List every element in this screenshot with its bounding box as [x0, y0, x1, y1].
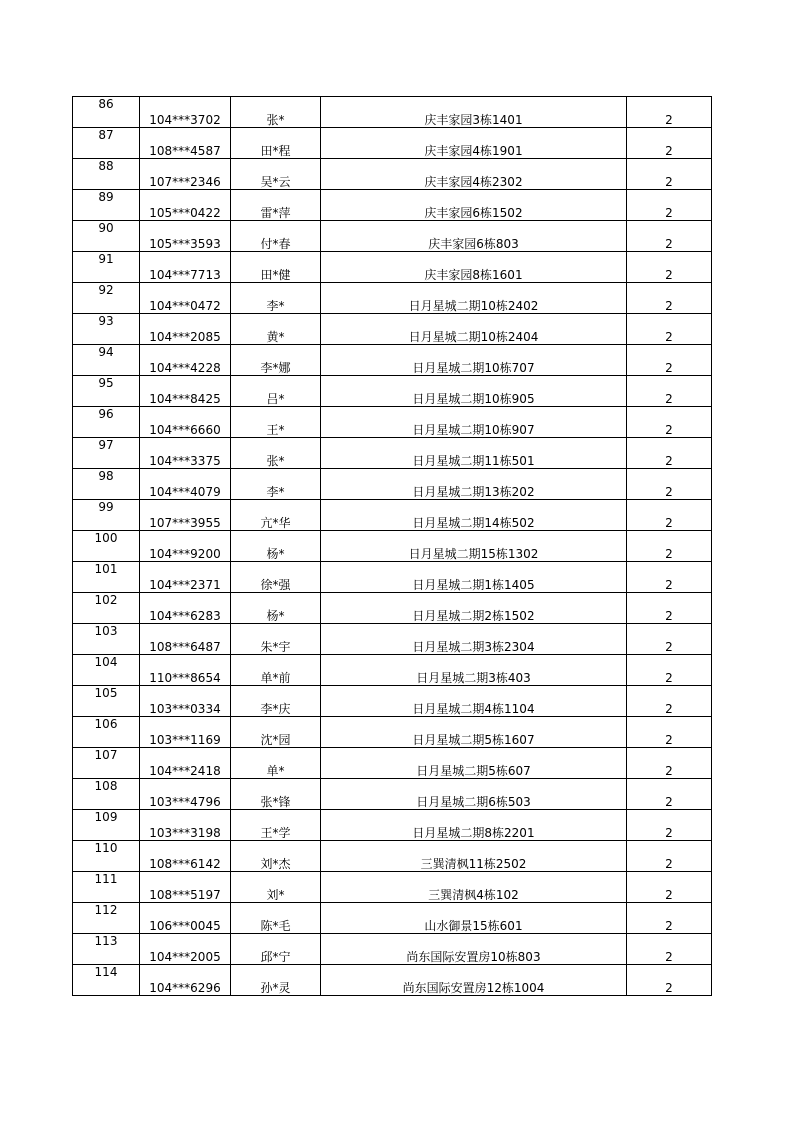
- row-number-cell: 113: [73, 934, 140, 965]
- id-number-cell: 104***6296: [140, 965, 231, 996]
- person-name-cell: 沈*园: [231, 717, 321, 748]
- count-cell: 2: [627, 376, 712, 407]
- address-cell: 日月星城二期5栋1607: [321, 717, 627, 748]
- row-number-cell: 89: [73, 190, 140, 221]
- address-cell: 尚东国际安置房10栋803: [321, 934, 627, 965]
- person-name-cell: 徐*强: [231, 562, 321, 593]
- address-cell: 日月星城二期10栋2402: [321, 283, 627, 314]
- row-number-cell: 114: [73, 965, 140, 996]
- count-cell: 2: [627, 655, 712, 686]
- count-cell: 2: [627, 934, 712, 965]
- table-row: [73, 686, 712, 717]
- table-row: [73, 779, 712, 810]
- address-cell: 庆丰家园6栋803: [321, 221, 627, 252]
- table-row: [73, 500, 712, 531]
- row-number-cell: 109: [73, 810, 140, 841]
- table-row: [73, 314, 712, 345]
- table-row: [73, 469, 712, 500]
- id-number-cell: 107***3955: [140, 500, 231, 531]
- address-cell: 日月星城二期11栋501: [321, 438, 627, 469]
- address-cell: 日月星城二期5栋607: [321, 748, 627, 779]
- row-number-cell: 112: [73, 903, 140, 934]
- count-cell: 2: [627, 531, 712, 562]
- id-number-cell: 108***4587: [140, 128, 231, 159]
- person-name-cell: 王*: [231, 407, 321, 438]
- person-name-cell: 李*: [231, 469, 321, 500]
- count-cell: 2: [627, 345, 712, 376]
- row-number-cell: 99: [73, 500, 140, 531]
- person-name-cell: 陈*毛: [231, 903, 321, 934]
- id-number-cell: 104***3375: [140, 438, 231, 469]
- person-name-cell: 孙*灵: [231, 965, 321, 996]
- count-cell: 2: [627, 903, 712, 934]
- row-number-cell: 103: [73, 624, 140, 655]
- table-row: [73, 438, 712, 469]
- roster-table: [72, 96, 712, 996]
- address-cell: 日月星城二期1栋1405: [321, 562, 627, 593]
- table-row: [73, 345, 712, 376]
- row-number-cell: 104: [73, 655, 140, 686]
- address-cell: 日月星城二期14栋502: [321, 500, 627, 531]
- person-name-cell: 杨*: [231, 531, 321, 562]
- person-name-cell: 雷*萍: [231, 190, 321, 221]
- row-number-cell: 90: [73, 221, 140, 252]
- address-cell: 三巽清枫4栋102: [321, 872, 627, 903]
- person-name-cell: 吕*: [231, 376, 321, 407]
- count-cell: 2: [627, 221, 712, 252]
- table-row: [73, 128, 712, 159]
- id-number-cell: 105***3593: [140, 221, 231, 252]
- count-cell: 2: [627, 469, 712, 500]
- id-number-cell: 107***2346: [140, 159, 231, 190]
- address-cell: 日月星城二期10栋707: [321, 345, 627, 376]
- person-name-cell: 李*庆: [231, 686, 321, 717]
- table-row: [73, 903, 712, 934]
- address-cell: 日月星城二期8栋2201: [321, 810, 627, 841]
- table-row: [73, 655, 712, 686]
- person-name-cell: 李*娜: [231, 345, 321, 376]
- address-cell: 日月星城二期15栋1302: [321, 531, 627, 562]
- id-number-cell: 103***0334: [140, 686, 231, 717]
- id-number-cell: 104***8425: [140, 376, 231, 407]
- row-number-cell: 102: [73, 593, 140, 624]
- address-cell: 三巽清枫11栋2502: [321, 841, 627, 872]
- count-cell: 2: [627, 190, 712, 221]
- id-number-cell: 108***6487: [140, 624, 231, 655]
- person-name-cell: 亢*华: [231, 500, 321, 531]
- address-cell: 日月星城二期13栋202: [321, 469, 627, 500]
- count-cell: 2: [627, 314, 712, 345]
- row-number-cell: 96: [73, 407, 140, 438]
- row-number-cell: 100: [73, 531, 140, 562]
- table-row: [73, 748, 712, 779]
- address-cell: 日月星城二期6栋503: [321, 779, 627, 810]
- person-name-cell: 王*学: [231, 810, 321, 841]
- id-number-cell: 104***6283: [140, 593, 231, 624]
- count-cell: 2: [627, 779, 712, 810]
- row-number-cell: 86: [73, 97, 140, 128]
- count-cell: 2: [627, 686, 712, 717]
- row-number-cell: 106: [73, 717, 140, 748]
- id-number-cell: 104***2005: [140, 934, 231, 965]
- id-number-cell: 104***9200: [140, 531, 231, 562]
- table-row: [73, 965, 712, 996]
- address-cell: 日月星城二期3栋2304: [321, 624, 627, 655]
- count-cell: 2: [627, 500, 712, 531]
- id-number-cell: 104***4228: [140, 345, 231, 376]
- person-name-cell: 刘*: [231, 872, 321, 903]
- id-number-cell: 110***8654: [140, 655, 231, 686]
- table-row: [73, 252, 712, 283]
- person-name-cell: 杨*: [231, 593, 321, 624]
- id-number-cell: 108***5197: [140, 872, 231, 903]
- id-number-cell: 103***1169: [140, 717, 231, 748]
- count-cell: 2: [627, 407, 712, 438]
- id-number-cell: 106***0045: [140, 903, 231, 934]
- count-cell: 2: [627, 810, 712, 841]
- id-number-cell: 104***7713: [140, 252, 231, 283]
- count-cell: 2: [627, 562, 712, 593]
- table-row: [73, 810, 712, 841]
- person-name-cell: 张*: [231, 97, 321, 128]
- table-row: [73, 531, 712, 562]
- table-row: [73, 221, 712, 252]
- table-row: [73, 624, 712, 655]
- person-name-cell: 付*春: [231, 221, 321, 252]
- row-number-cell: 111: [73, 872, 140, 903]
- person-name-cell: 张*: [231, 438, 321, 469]
- row-number-cell: 101: [73, 562, 140, 593]
- person-name-cell: 田*健: [231, 252, 321, 283]
- count-cell: 2: [627, 872, 712, 903]
- address-cell: 庆丰家园8栋1601: [321, 252, 627, 283]
- id-number-cell: 104***3702: [140, 97, 231, 128]
- row-number-cell: 92: [73, 283, 140, 314]
- address-cell: 庆丰家园6栋1502: [321, 190, 627, 221]
- table-row: [73, 159, 712, 190]
- table-row: [73, 841, 712, 872]
- row-number-cell: 110: [73, 841, 140, 872]
- count-cell: 2: [627, 841, 712, 872]
- address-cell: 日月星城二期10栋907: [321, 407, 627, 438]
- id-number-cell: 104***2418: [140, 748, 231, 779]
- address-cell: 山水御景15栋601: [321, 903, 627, 934]
- table-row: [73, 872, 712, 903]
- count-cell: 2: [627, 128, 712, 159]
- person-name-cell: 朱*宇: [231, 624, 321, 655]
- count-cell: 2: [627, 283, 712, 314]
- table-row: [73, 717, 712, 748]
- person-name-cell: 李*: [231, 283, 321, 314]
- id-number-cell: 103***3198: [140, 810, 231, 841]
- row-number-cell: 98: [73, 469, 140, 500]
- table-row: [73, 283, 712, 314]
- count-cell: 2: [627, 748, 712, 779]
- table-row: [73, 934, 712, 965]
- person-name-cell: 单*: [231, 748, 321, 779]
- row-number-cell: 93: [73, 314, 140, 345]
- address-cell: 庆丰家园4栋1901: [321, 128, 627, 159]
- id-number-cell: 104***4079: [140, 469, 231, 500]
- row-number-cell: 94: [73, 345, 140, 376]
- row-number-cell: 97: [73, 438, 140, 469]
- row-number-cell: 87: [73, 128, 140, 159]
- id-number-cell: 104***6660: [140, 407, 231, 438]
- person-name-cell: 黄*: [231, 314, 321, 345]
- address-cell: 庆丰家园4栋2302: [321, 159, 627, 190]
- row-number-cell: 108: [73, 779, 140, 810]
- address-cell: 庆丰家园3栋1401: [321, 97, 627, 128]
- row-number-cell: 91: [73, 252, 140, 283]
- count-cell: 2: [627, 438, 712, 469]
- person-name-cell: 邱*宁: [231, 934, 321, 965]
- count-cell: 2: [627, 717, 712, 748]
- address-cell: 日月星城二期2栋1502: [321, 593, 627, 624]
- address-cell: 日月星城二期4栋1104: [321, 686, 627, 717]
- id-number-cell: 103***4796: [140, 779, 231, 810]
- id-number-cell: 108***6142: [140, 841, 231, 872]
- id-number-cell: 104***2371: [140, 562, 231, 593]
- count-cell: 2: [627, 965, 712, 996]
- count-cell: 2: [627, 624, 712, 655]
- row-number-cell: 107: [73, 748, 140, 779]
- count-cell: 2: [627, 593, 712, 624]
- roster-table-body: [73, 97, 712, 996]
- row-number-cell: 88: [73, 159, 140, 190]
- person-name-cell: 刘*杰: [231, 841, 321, 872]
- table-row: [73, 593, 712, 624]
- table-row: [73, 407, 712, 438]
- table-row: [73, 376, 712, 407]
- count-cell: 2: [627, 97, 712, 128]
- count-cell: 2: [627, 159, 712, 190]
- table-row: [73, 97, 712, 128]
- address-cell: 日月星城二期10栋905: [321, 376, 627, 407]
- person-name-cell: 张*锋: [231, 779, 321, 810]
- row-number-cell: 105: [73, 686, 140, 717]
- count-cell: 2: [627, 252, 712, 283]
- id-number-cell: 104***0472: [140, 283, 231, 314]
- row-number-cell: 95: [73, 376, 140, 407]
- address-cell: 日月星城二期3栋403: [321, 655, 627, 686]
- table-row: [73, 562, 712, 593]
- table-row: [73, 190, 712, 221]
- address-cell: 尚东国际安置房12栋1004: [321, 965, 627, 996]
- person-name-cell: 田*程: [231, 128, 321, 159]
- person-name-cell: 吴*云: [231, 159, 321, 190]
- id-number-cell: 104***2085: [140, 314, 231, 345]
- person-name-cell: 单*前: [231, 655, 321, 686]
- address-cell: 日月星城二期10栋2404: [321, 314, 627, 345]
- id-number-cell: 105***0422: [140, 190, 231, 221]
